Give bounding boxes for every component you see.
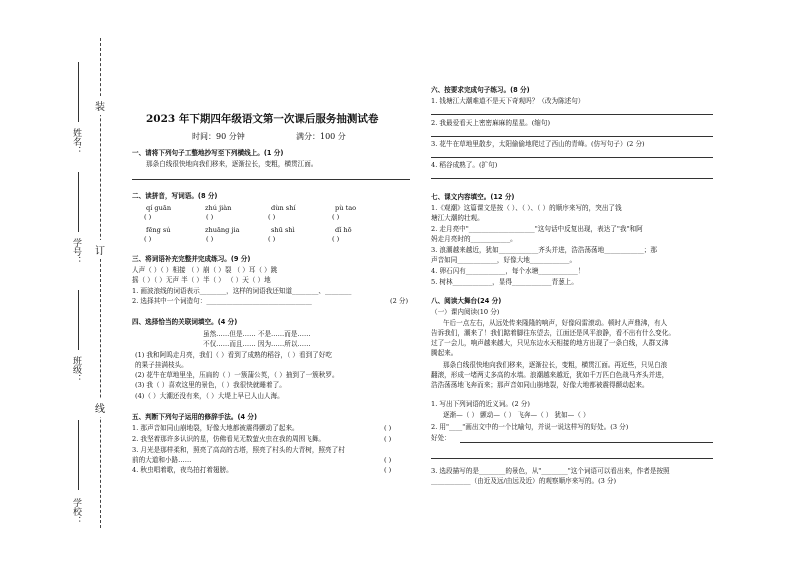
- passage-p2-line3: 浩浩荡荡地飞奔而来；那声音如同山崩地裂，好像大地都被震得颤动起来。: [431, 381, 649, 389]
- section-7-q1: 1.《观潮》这篇课文是按（ ）、（ ）、（ ）的顺序来写的，突出了钱: [431, 204, 622, 212]
- section-6-q1: 1. 钱塘江大潮难道不是天下奇观吗？（改为陈述句）: [431, 97, 585, 105]
- answer-paren[interactable]: ( ): [144, 235, 152, 243]
- answer-paren[interactable]: ( ): [206, 235, 214, 243]
- section-4-q3: (3) 我（ ）喜欢这里的景色，（ ）我很快就睡着了。: [135, 381, 286, 389]
- answer-line[interactable]: [431, 114, 713, 115]
- name-line[interactable]: [78, 62, 79, 122]
- school-line[interactable]: [78, 420, 79, 490]
- section-3-q2: 2. 选择其中一个词造句：________________________________: [132, 297, 312, 305]
- answer-paren[interactable]: ( ): [384, 424, 392, 432]
- section-6-q4: 4. 稻谷成熟了。(扩句): [431, 161, 498, 169]
- section-1-title: 一、请将下列句子工整地抄写至下列横线上。(1 分): [132, 149, 284, 157]
- section-4-q1-cont: 的果子挂满枝头。: [135, 361, 188, 369]
- passage-p1-line2: 告诉我们，潮来了！我们踮着脚往东望去，江面还是风平浪静，看不出有什么变化。: [431, 329, 675, 337]
- section-7-q4: 4. 卵石闪有____________，每个水塘____________！: [431, 267, 585, 275]
- idiom-line-1[interactable]: 人声（ ）（ ）相接 （ ）崩（ ）裂 （ ）耳（ ）跳: [132, 266, 278, 274]
- answer-paren[interactable]: ( ): [384, 466, 392, 474]
- section-6-q3: 3. 花牛在草地里散步，太阳偷偷地爬过了西山的青峰。(仿写句子）(2 分): [431, 140, 645, 148]
- section-6-title: 六、按要求完成句子练习。(8 分): [431, 86, 530, 94]
- reading-q1-words[interactable]: 逐渐—（ ） 颤动—（ ） 飞奔—（ ） 犹如—（ ）: [443, 411, 590, 419]
- exam-time: 时间：90 分钟: [192, 132, 245, 141]
- connective-options-1: 虽然……但是…… 不是……而是……: [203, 330, 311, 338]
- pinyin-6: zhuāng jia: [205, 226, 240, 234]
- section-7-title: 七、课文内容填空。(12 分): [431, 193, 515, 201]
- answer-line[interactable]: [431, 136, 713, 137]
- passage-p1-line4: 腾起来。: [431, 349, 458, 357]
- passage-p1-line1: 午后一点左右，从远处传来隆隆的响声，好像闷雷滚动。顿时人声鼎沸，有人: [443, 319, 668, 327]
- answer-paren[interactable]: ( ): [384, 456, 392, 464]
- reading-q3-cont: ____________（由近及远/由远及近）的观察顺序来写的。(3 分): [431, 477, 617, 485]
- reading-q1: 1. 写出下列词语的近义词。(2 分): [431, 400, 530, 408]
- answer-paren[interactable]: ( ): [332, 213, 340, 221]
- section-8-subtitle: （一）课内阅读(10 分): [431, 308, 500, 316]
- section-5-q4: 4. 秋虫唱着歌，夜鸟拍打着翅膀。: [132, 466, 233, 474]
- pinyin-7: shū shì: [271, 226, 295, 234]
- connective-options-2: 不仅……而且…… 因为……所以……: [203, 340, 311, 348]
- section-3-q2-score: (2 分): [390, 297, 409, 305]
- section-4-q4: (4)（ ）大潮还没有来，（ ）大堤上早已人山人海。: [135, 392, 284, 400]
- student-id-line[interactable]: [78, 172, 79, 232]
- section-5-q3: 3. 月光是那样柔和，照亮了高高的古塔，照亮了村头的大青树，照亮了村: [132, 446, 345, 454]
- section-7-q1-cont: 塘江大潮的壮观。: [431, 214, 484, 222]
- section-3-q1: 1. 画波浪线的词语表示________，这样的词语我还知道________、________: [132, 287, 352, 295]
- section-7-q2: 2. 走月亮中"____________________"这句话中反复出现，表达了"我"和阿: [431, 225, 643, 233]
- idiom-line-2[interactable]: 摇（ ）（ ）无声 半（ ）半（ ） （ ）天（ ）地: [132, 276, 271, 284]
- answer-paren[interactable]: ( ): [206, 213, 214, 221]
- answer-line[interactable]: [431, 458, 713, 459]
- seal-char-zhuang: 装: [95, 96, 105, 115]
- passage-p1-line3: 过了一会儿，响声越来越大，只见东边水天相接的地方出现了一条白线，人群又沸: [431, 339, 669, 347]
- pinyin-1: qí guān: [146, 204, 172, 212]
- section-5-q2: 2. 我坚着那许多认识的星，仿佛看见无数萤火虫在我的周围飞舞。: [132, 435, 326, 443]
- answer-line[interactable]: [431, 178, 713, 179]
- pinyin-5: fēng sú: [146, 226, 171, 234]
- section-2-title: 二、读拼音，写词语。(8 分): [132, 192, 218, 200]
- section-7-q2-cont: 妈走月亮时的____________。: [431, 235, 517, 243]
- answer-paren[interactable]: ( ): [268, 235, 276, 243]
- section-7-q3-cont: 声音如同____________，好像大地____________。: [431, 256, 577, 264]
- answer-paren[interactable]: ( ): [332, 235, 340, 243]
- answer-line[interactable]: [460, 442, 713, 443]
- class-label: 班级：: [71, 356, 81, 383]
- reading-q3: 3. 选段描写的是________的景色，从"________"这个词语可以看出来，作者是按照: [431, 467, 670, 475]
- section-5-q1: 1. 那声音如同山崩地裂，好像大地都被震得颤动了起来。: [132, 424, 299, 432]
- section-6-q2: 2. 我最爱看天上密密麻麻的星星。(缩句): [431, 119, 551, 127]
- student-id-label: 学号：: [71, 238, 81, 265]
- exam-score: 满分：100 分: [296, 132, 346, 141]
- section-1-text: 那条白线很快地向我们移来，逐渐拉长，变粗，横贯江面。: [146, 160, 318, 168]
- passage-p2-line2: 翻滚，形成一堵两丈多高的水墙。浪潮越来越近，犹如千万匹白色战马齐头并进，: [431, 371, 669, 379]
- section-3-title: 三、将词语补充完整并完成练习。(9 分): [132, 255, 251, 263]
- answer-paren[interactable]: ( ): [144, 213, 152, 221]
- section-4-q2: (2) 花牛在草地里坐，压扁的（ ）一簇蒲公英，（ ）抽到了一簇秋罗。: [135, 371, 339, 379]
- pinyin-2: zhú jiàn: [205, 204, 232, 212]
- section-4-title: 四、选择恰当的关联词填空。(4 分): [132, 318, 238, 326]
- section-1-answer-line[interactable]: [132, 179, 410, 180]
- answer-paren[interactable]: ( ): [384, 435, 392, 443]
- section-5-q3-cont: 前的大道和小路……: [132, 456, 192, 464]
- section-7-q3: 3. 浪潮越来越近，犹如____________齐头并进，浩浩荡荡地____________；那: [431, 246, 657, 254]
- passage-p2-line1: 那条白线很快地向我们移来，逐渐拉长，变粗，横贯江面。再近些，只见白浪: [443, 361, 668, 369]
- section-8-title: 八、阅读大舞台(24 分): [431, 297, 502, 305]
- reading-q2-label: 好处：: [431, 434, 451, 442]
- reading-q2: 2. 用"____"画出文中的一个比喻句，并说一说这样写的好处。(3 分): [431, 423, 629, 431]
- pinyin-3: dùn shí: [271, 204, 296, 212]
- school-label: 学校：: [71, 498, 81, 525]
- answer-paren[interactable]: ( ): [268, 213, 276, 221]
- pinyin-8: dǐ hō: [335, 226, 352, 234]
- section-5-title: 五、判断下列句子运用的修辞手法。(4 分): [132, 413, 258, 421]
- class-line[interactable]: [78, 290, 79, 350]
- answer-line[interactable]: [431, 157, 713, 158]
- pinyin-4: pù tao: [335, 204, 357, 212]
- seal-char-ding: 订: [95, 240, 105, 259]
- section-4-q1: (1) 我和阿呜走月亮，我们（ ）看到了成熟的稻谷，（ ）看到了好吃: [135, 351, 332, 359]
- exam-title: 2023 年下期四年级语文第一次课后服务抽测试卷: [146, 113, 379, 125]
- seal-char-xian: 线: [95, 398, 105, 417]
- name-label: 姓名：: [71, 128, 81, 155]
- section-7-q5: 5. 树林____________，显得____________青葱上。: [431, 278, 578, 286]
